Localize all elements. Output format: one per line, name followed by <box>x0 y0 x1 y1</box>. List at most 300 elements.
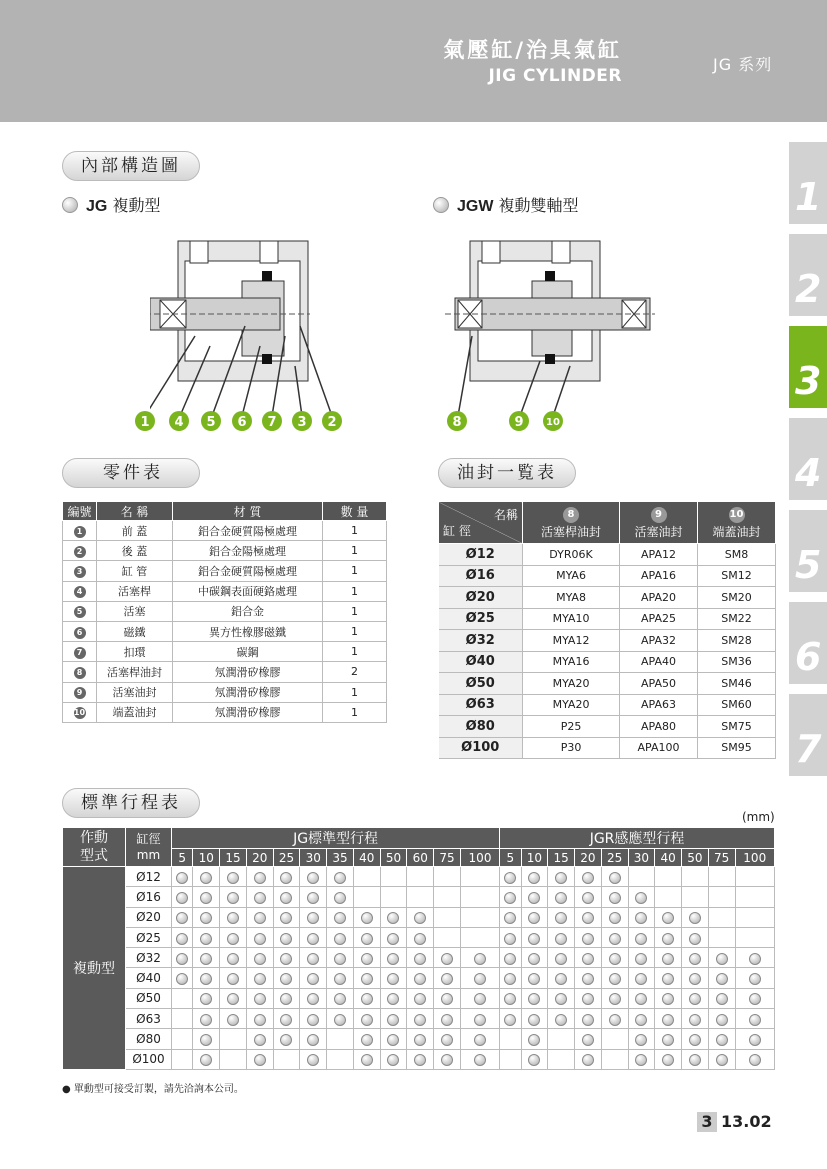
available-dot-icon <box>716 973 728 985</box>
available-dot-icon <box>254 953 266 965</box>
available-dot-icon <box>662 912 674 924</box>
available-dot-icon <box>635 1014 647 1026</box>
stroke-cell <box>246 887 273 907</box>
available-dot-icon <box>334 953 346 965</box>
svg-text:1: 1 <box>140 415 150 430</box>
parts-material: 鋁合金硬質陽極處理 <box>173 561 323 581</box>
stroke-row <box>63 1029 775 1049</box>
stroke-cell <box>220 1029 247 1049</box>
stroke-cell <box>628 867 655 887</box>
stroke-cell <box>300 1009 327 1029</box>
available-dot-icon <box>555 993 567 1005</box>
stroke-jg-col: 25 <box>273 849 300 867</box>
stroke-cell <box>682 968 709 988</box>
stroke-jgr-col: 50 <box>682 849 709 867</box>
available-dot-icon <box>361 953 373 965</box>
stroke-cell <box>682 1009 709 1029</box>
stroke-cell <box>220 927 247 947</box>
page-header <box>0 0 827 122</box>
stroke-cell <box>682 927 709 947</box>
seal-piston: APA25 <box>620 608 698 630</box>
available-dot-icon <box>662 993 674 1005</box>
stroke-cell <box>655 1009 682 1029</box>
parts-row <box>63 561 387 581</box>
available-dot-icon <box>609 1014 621 1026</box>
stroke-cell <box>434 1009 461 1029</box>
stroke-cell <box>172 1049 193 1069</box>
parts-no: 1 <box>63 521 97 541</box>
available-dot-icon <box>474 1014 486 1026</box>
available-dot-icon <box>635 993 647 1005</box>
stroke-cell <box>601 907 628 927</box>
seal-piston: APA32 <box>620 630 698 652</box>
available-dot-icon <box>307 1054 319 1066</box>
stroke-cell <box>735 927 775 947</box>
stroke-row <box>63 907 775 927</box>
available-dot-icon <box>749 973 761 985</box>
stroke-cell <box>193 948 220 968</box>
stroke-cell <box>434 988 461 1008</box>
available-dot-icon <box>414 1034 426 1046</box>
seal-corner-bottom: 缸 徑 <box>443 524 471 538</box>
stroke-cell <box>407 988 434 1008</box>
stroke-jg-col: 5 <box>172 849 193 867</box>
stroke-cell <box>434 907 461 927</box>
header-title-cn: 氣壓缸/治具氣缸 <box>443 38 622 62</box>
stroke-cell <box>220 988 247 1008</box>
side-tab-2[interactable]: 2 <box>789 234 827 316</box>
seal-rod: P30 <box>523 737 620 759</box>
stroke-cell <box>601 1049 628 1069</box>
stroke-cell <box>300 1029 327 1049</box>
stroke-cell <box>353 1009 380 1029</box>
parts-material: 氖潤滑矽橡膠 <box>173 662 323 682</box>
available-dot-icon <box>334 993 346 1005</box>
available-dot-icon <box>176 892 188 904</box>
stroke-jgr-col: 40 <box>655 849 682 867</box>
stroke-cell <box>521 867 548 887</box>
parts-name: 活塞 <box>97 601 173 621</box>
seal-piston: APA63 <box>620 694 698 716</box>
bullet-icon <box>62 197 78 213</box>
stroke-cell <box>327 1009 354 1029</box>
available-dot-icon <box>227 1014 239 1026</box>
parts-header-material: 材 質 <box>173 502 323 521</box>
stroke-header-jg: JG標準型行程 <box>172 828 500 849</box>
available-dot-icon <box>280 872 292 884</box>
stroke-jgr-col: 5 <box>500 849 521 867</box>
stroke-cell <box>300 927 327 947</box>
stroke-cell <box>273 988 300 1008</box>
stroke-cell <box>327 948 354 968</box>
side-tab-5[interactable]: 5 <box>789 510 827 592</box>
stroke-cell <box>407 948 434 968</box>
seal-header-piston: 9 活塞油封 <box>620 502 698 544</box>
available-dot-icon <box>528 973 540 985</box>
stroke-cell <box>220 887 247 907</box>
seal-row <box>439 737 776 759</box>
available-dot-icon <box>555 973 567 985</box>
available-dot-icon <box>280 1034 292 1046</box>
side-tab-3[interactable]: 3 <box>789 326 827 408</box>
available-dot-icon <box>662 1034 674 1046</box>
stroke-cell <box>460 968 499 988</box>
available-dot-icon <box>689 993 701 1005</box>
available-dot-icon <box>307 1014 319 1026</box>
jgw-subtitle: JGW 複動雙軸型 <box>433 193 579 216</box>
available-dot-icon <box>474 1054 486 1066</box>
parts-no: 6 <box>63 621 97 641</box>
available-dot-icon <box>176 933 188 945</box>
stroke-cell <box>246 988 273 1008</box>
parts-material: 氖潤滑矽橡膠 <box>173 702 323 722</box>
available-dot-icon <box>227 953 239 965</box>
stroke-cell <box>300 968 327 988</box>
available-dot-icon <box>227 973 239 985</box>
available-dot-icon <box>307 912 319 924</box>
seal-rod: MYA12 <box>523 630 620 652</box>
stroke-cell <box>628 988 655 1008</box>
stroke-jgr-col: 75 <box>708 849 735 867</box>
seal-bore: Ø20 <box>439 587 523 609</box>
stroke-cell <box>193 907 220 927</box>
stroke-cell <box>193 1049 220 1069</box>
stroke-cell <box>682 1049 709 1069</box>
stroke-bore: Ø32 <box>126 948 172 968</box>
stroke-cell <box>434 1029 461 1049</box>
available-dot-icon <box>689 933 701 945</box>
parts-qty: 1 <box>323 702 387 722</box>
seal-bore: Ø100 <box>439 737 523 759</box>
stroke-cell <box>575 948 602 968</box>
stroke-jgr-col: 30 <box>628 849 655 867</box>
stroke-cell <box>655 1049 682 1069</box>
stroke-cell <box>628 1049 655 1069</box>
available-dot-icon <box>254 933 266 945</box>
stroke-cell <box>353 927 380 947</box>
stroke-cell <box>521 927 548 947</box>
stroke-cell <box>407 887 434 907</box>
available-dot-icon <box>662 1014 674 1026</box>
side-tab-4[interactable]: 4 <box>789 418 827 500</box>
available-dot-icon <box>635 953 647 965</box>
available-dot-icon <box>555 953 567 965</box>
stroke-bore: Ø16 <box>126 887 172 907</box>
stroke-cell <box>434 1049 461 1069</box>
svg-text:2: 2 <box>327 415 337 430</box>
stroke-cell <box>500 1029 521 1049</box>
stroke-cell <box>220 867 247 887</box>
stroke-cell <box>300 867 327 887</box>
stroke-cell <box>353 1049 380 1069</box>
seal-row <box>439 608 776 630</box>
available-dot-icon <box>555 872 567 884</box>
parts-qty: 1 <box>323 541 387 561</box>
stroke-cell <box>601 1029 628 1049</box>
stroke-cell <box>460 927 499 947</box>
stroke-cell <box>682 867 709 887</box>
available-dot-icon <box>749 953 761 965</box>
available-dot-icon <box>635 973 647 985</box>
stroke-cell <box>628 887 655 907</box>
stroke-cell <box>380 867 407 887</box>
available-dot-icon <box>504 892 516 904</box>
jg-cross-section-diagram <box>150 236 360 436</box>
side-tab-6[interactable]: 6 <box>789 602 827 684</box>
available-dot-icon <box>528 933 540 945</box>
seal-table <box>438 501 776 759</box>
stroke-jg-col: 40 <box>353 849 380 867</box>
stroke-cell <box>735 887 775 907</box>
seal-end: SM46 <box>698 673 776 695</box>
stroke-cell <box>193 1029 220 1049</box>
available-dot-icon <box>254 973 266 985</box>
stroke-cell <box>500 907 521 927</box>
parts-qty: 2 <box>323 662 387 682</box>
stroke-cell <box>628 1029 655 1049</box>
available-dot-icon <box>582 1054 594 1066</box>
side-tab-1[interactable]: 1 <box>789 142 827 224</box>
available-dot-icon <box>474 973 486 985</box>
stroke-cell <box>172 927 193 947</box>
available-dot-icon <box>227 933 239 945</box>
available-dot-icon <box>254 872 266 884</box>
svg-text:3: 3 <box>297 415 307 430</box>
stroke-row <box>63 867 775 887</box>
stroke-cell <box>460 1029 499 1049</box>
stroke-cell <box>521 1029 548 1049</box>
stroke-header-type: 作動 型式 <box>63 828 126 867</box>
stroke-cell <box>273 968 300 988</box>
available-dot-icon <box>254 912 266 924</box>
stroke-cell <box>380 927 407 947</box>
stroke-row <box>63 1049 775 1069</box>
unit-label: (mm) <box>742 810 775 824</box>
stroke-cell <box>521 1049 548 1069</box>
parts-material: 鋁合金 <box>173 601 323 621</box>
available-dot-icon <box>582 912 594 924</box>
stroke-cell <box>500 988 521 1008</box>
available-dot-icon <box>414 912 426 924</box>
seal-piston: APA20 <box>620 587 698 609</box>
available-dot-icon <box>689 973 701 985</box>
stroke-row <box>63 927 775 947</box>
stroke-cell <box>273 887 300 907</box>
stroke-cell <box>380 887 407 907</box>
available-dot-icon <box>555 1014 567 1026</box>
available-dot-icon <box>200 1054 212 1066</box>
stroke-cell <box>327 887 354 907</box>
stroke-cell <box>735 1009 775 1029</box>
available-dot-icon <box>414 1054 426 1066</box>
parts-name: 活塞桿 <box>97 581 173 601</box>
available-dot-icon <box>528 1014 540 1026</box>
parts-name: 前 蓋 <box>97 521 173 541</box>
stroke-cell <box>300 988 327 1008</box>
available-dot-icon <box>361 933 373 945</box>
available-dot-icon <box>361 1034 373 1046</box>
stroke-cell <box>327 927 354 947</box>
available-dot-icon <box>307 892 319 904</box>
jgw-callouts <box>445 408 575 434</box>
stroke-type-cell: 複動型 <box>63 867 126 1070</box>
stroke-cell <box>521 988 548 1008</box>
stroke-cell <box>193 867 220 887</box>
available-dot-icon <box>689 1054 701 1066</box>
stroke-cell <box>273 867 300 887</box>
stroke-cell <box>273 1029 300 1049</box>
stroke-cell <box>273 1049 300 1069</box>
stroke-jg-col: 100 <box>460 849 499 867</box>
header-series: JG 系列 <box>713 55 773 74</box>
available-dot-icon <box>200 1034 212 1046</box>
seal-bore: Ø32 <box>439 630 523 652</box>
stroke-jg-col: 30 <box>300 849 327 867</box>
parts-header-no: 編號 <box>63 502 97 521</box>
available-dot-icon <box>582 1014 594 1026</box>
side-tab-7[interactable]: 7 <box>789 694 827 776</box>
stroke-cell <box>655 948 682 968</box>
parts-row <box>63 581 387 601</box>
available-dot-icon <box>176 973 188 985</box>
seal-row <box>439 716 776 738</box>
available-dot-icon <box>280 912 292 924</box>
callout-6 <box>232 411 252 431</box>
available-dot-icon <box>361 912 373 924</box>
parts-no: 7 <box>63 642 97 662</box>
parts-header-name: 名 稱 <box>97 502 173 521</box>
available-dot-icon <box>716 1014 728 1026</box>
callout-7 <box>262 411 282 431</box>
stroke-cell <box>460 1009 499 1029</box>
seal-rod: MYA8 <box>523 587 620 609</box>
seal-row <box>439 544 776 566</box>
stroke-cell <box>548 907 575 927</box>
available-dot-icon <box>689 1014 701 1026</box>
seal-piston: APA100 <box>620 737 698 759</box>
stroke-cell <box>246 948 273 968</box>
stroke-cell <box>434 887 461 907</box>
stroke-cell <box>460 948 499 968</box>
parts-row <box>63 682 387 702</box>
available-dot-icon <box>334 933 346 945</box>
bullet-icon <box>433 197 449 213</box>
available-dot-icon <box>441 1054 453 1066</box>
stroke-cell <box>708 988 735 1008</box>
stroke-cell <box>521 948 548 968</box>
stroke-cell <box>246 1049 273 1069</box>
stroke-cell <box>655 927 682 947</box>
available-dot-icon <box>227 872 239 884</box>
available-dot-icon <box>334 973 346 985</box>
stroke-cell <box>327 907 354 927</box>
available-dot-icon <box>609 973 621 985</box>
parts-qty: 1 <box>323 521 387 541</box>
available-dot-icon <box>662 953 674 965</box>
stroke-cell <box>628 968 655 988</box>
callout-1 <box>135 411 155 431</box>
available-dot-icon <box>414 973 426 985</box>
stroke-cell <box>548 948 575 968</box>
stroke-cell <box>735 988 775 1008</box>
stroke-bore: Ø50 <box>126 988 172 1008</box>
parts-row <box>63 642 387 662</box>
stroke-cell <box>193 887 220 907</box>
available-dot-icon <box>441 1014 453 1026</box>
stroke-cell <box>601 867 628 887</box>
seal-rod: P25 <box>523 716 620 738</box>
available-dot-icon <box>200 973 212 985</box>
parts-row <box>63 702 387 722</box>
stroke-cell <box>193 968 220 988</box>
available-dot-icon <box>749 1014 761 1026</box>
available-dot-icon <box>227 912 239 924</box>
available-dot-icon <box>387 953 399 965</box>
available-dot-icon <box>307 933 319 945</box>
stroke-cell <box>601 948 628 968</box>
stroke-cell <box>548 927 575 947</box>
parts-table <box>62 501 387 723</box>
available-dot-icon <box>635 1054 647 1066</box>
seal-rod: MYA20 <box>523 673 620 695</box>
available-dot-icon <box>254 1054 266 1066</box>
stroke-cell <box>500 1049 521 1069</box>
available-dot-icon <box>504 872 516 884</box>
parts-qty: 1 <box>323 682 387 702</box>
available-dot-icon <box>609 892 621 904</box>
available-dot-icon <box>716 1054 728 1066</box>
available-dot-icon <box>609 912 621 924</box>
available-dot-icon <box>504 1014 516 1026</box>
stroke-cell <box>460 1049 499 1069</box>
available-dot-icon <box>254 892 266 904</box>
available-dot-icon <box>200 872 212 884</box>
parts-header-qty: 數 量 <box>323 502 387 521</box>
available-dot-icon <box>334 892 346 904</box>
stroke-jg-col: 60 <box>407 849 434 867</box>
callout-3 <box>292 411 312 431</box>
available-dot-icon <box>387 912 399 924</box>
available-dot-icon <box>716 953 728 965</box>
footnote: ● 單動型可接受訂製，請先洽詢本公司。 <box>62 1084 244 1095</box>
stroke-cell <box>246 867 273 887</box>
available-dot-icon <box>227 993 239 1005</box>
stroke-cell <box>655 968 682 988</box>
stroke-cell <box>172 907 193 927</box>
available-dot-icon <box>504 933 516 945</box>
seal-corner-top: 名稱 <box>493 508 518 522</box>
stroke-cell <box>172 1009 193 1029</box>
seal-bore: Ø63 <box>439 694 523 716</box>
parts-material: 鋁合金陽極處理 <box>173 541 323 561</box>
parts-material: 氖潤滑矽橡膠 <box>173 682 323 702</box>
available-dot-icon <box>387 1054 399 1066</box>
parts-row <box>63 541 387 561</box>
available-dot-icon <box>582 993 594 1005</box>
available-dot-icon <box>334 1014 346 1026</box>
stroke-cell <box>548 1009 575 1029</box>
stroke-cell <box>380 1009 407 1029</box>
available-dot-icon <box>200 953 212 965</box>
stroke-cell <box>601 968 628 988</box>
available-dot-icon <box>280 933 292 945</box>
seal-bore: Ø50 <box>439 673 523 695</box>
stroke-cell <box>682 1029 709 1049</box>
available-dot-icon <box>280 892 292 904</box>
available-dot-icon <box>689 912 701 924</box>
stroke-cell <box>193 1009 220 1029</box>
svg-text:7: 7 <box>267 415 277 430</box>
